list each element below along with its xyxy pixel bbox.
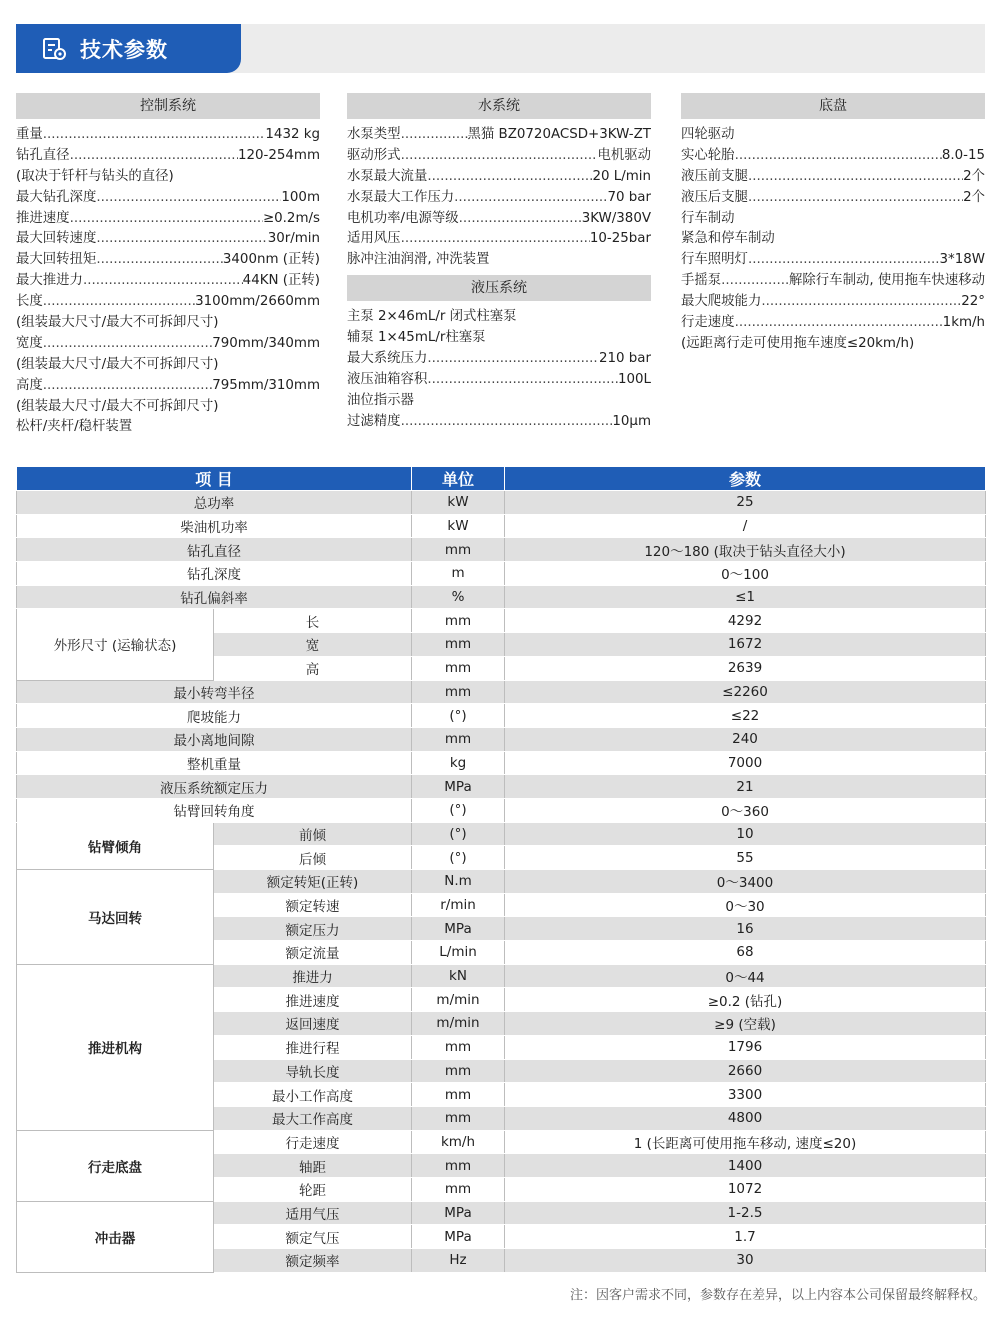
spec-line: (组装最大尺寸/最大不可拆卸尺寸) bbox=[16, 356, 219, 372]
spec-line-label: 最大回转速度 bbox=[16, 231, 97, 247]
spec-line-label: 宽度 bbox=[16, 335, 43, 351]
spec-line-value: 10μm bbox=[612, 413, 651, 429]
spec-line-value: 30r/min bbox=[267, 231, 320, 247]
spec-line-label: 驱动形式 bbox=[347, 147, 401, 163]
cell-unit: kN bbox=[412, 964, 505, 988]
spec-line bbox=[347, 167, 651, 188]
cell-item: 钻臂回转角度 bbox=[17, 798, 412, 822]
cell-unit: (°) bbox=[412, 822, 505, 846]
dot-leader bbox=[748, 188, 963, 209]
group-label: 钻臂倾角 bbox=[17, 822, 214, 869]
cell-item: 行走速度 bbox=[214, 1130, 412, 1154]
cell-unit: MPa bbox=[412, 1225, 505, 1249]
cell-item: 适用气压 bbox=[214, 1201, 412, 1225]
group-label: 行走底盘 bbox=[17, 1130, 214, 1201]
spec-line-value: 电机驱动 bbox=[597, 147, 651, 163]
spec-line bbox=[16, 250, 320, 271]
table-row bbox=[17, 491, 986, 515]
dot-leader bbox=[735, 313, 943, 334]
dot-leader bbox=[96, 250, 223, 271]
spec-line bbox=[347, 188, 651, 209]
cell-unit: (°) bbox=[412, 798, 505, 822]
cell-value: 120～180 (取决于钻头直径大小) bbox=[505, 538, 986, 562]
spec-line-value: 3100mm/2660mm bbox=[195, 294, 320, 310]
cell-value: 0～44 bbox=[505, 964, 986, 988]
cell-value: 3300 bbox=[505, 1083, 986, 1107]
spec-line-value: 1km/h bbox=[942, 315, 985, 331]
cell-item: 高 bbox=[214, 656, 412, 680]
cell-item: 返回速度 bbox=[214, 1012, 412, 1036]
spec-line bbox=[347, 370, 651, 391]
cell-unit: mm bbox=[412, 1059, 505, 1083]
cell-item: 后倾 bbox=[214, 846, 412, 870]
table-row bbox=[17, 1130, 986, 1154]
cell-value: 4292 bbox=[505, 609, 986, 633]
dot-leader bbox=[43, 334, 212, 355]
spec-line-label: 液压前支腿 bbox=[681, 168, 748, 184]
spec-line-label: 重量 bbox=[16, 127, 43, 142]
spec-line bbox=[681, 313, 985, 334]
dot-leader bbox=[401, 146, 598, 167]
spec-line bbox=[16, 125, 320, 146]
spec-line bbox=[681, 271, 985, 292]
spec-line: 松杆/夹杆/稳杆装置 bbox=[16, 419, 133, 435]
cell-item: 推进行程 bbox=[214, 1035, 412, 1059]
spec-line: 紧急和停车制动 bbox=[681, 231, 775, 247]
spec-table bbox=[16, 466, 986, 1273]
spec-line-label: 水泵类型 bbox=[347, 127, 401, 142]
group-label: 马达回转 bbox=[17, 870, 214, 965]
table-row bbox=[17, 751, 986, 775]
dot-leader bbox=[761, 292, 961, 313]
cell-unit: % bbox=[412, 585, 505, 609]
spec-line-value: 黑猫 BZ0720ACSD+3KW-ZT bbox=[467, 127, 651, 142]
cell-item: 推进力 bbox=[214, 964, 412, 988]
dot-leader bbox=[748, 250, 940, 271]
group-label: 冲击器 bbox=[17, 1201, 214, 1272]
table-row bbox=[17, 798, 986, 822]
table-row bbox=[17, 562, 986, 586]
cell-value: 25 bbox=[505, 491, 986, 515]
cell-item: 最小工作高度 bbox=[214, 1083, 412, 1107]
spec-line-label: 最大回转扭矩 bbox=[16, 252, 97, 268]
spec-line: (远距离行走可使用拖车速度≤20km/h) bbox=[681, 335, 915, 351]
dot-leader bbox=[83, 271, 243, 292]
cell-value: 2639 bbox=[505, 656, 986, 680]
spec-line-value: 1432 kg bbox=[265, 127, 320, 142]
spec-line-label: 适用风压 bbox=[347, 231, 401, 247]
spec-line bbox=[347, 349, 651, 370]
table-row bbox=[17, 680, 986, 704]
spec-line bbox=[16, 229, 320, 250]
cell-value: 1072 bbox=[505, 1177, 986, 1201]
cell-unit: mm bbox=[412, 609, 505, 633]
cell-item: 总功率 bbox=[17, 491, 412, 515]
dot-leader bbox=[43, 125, 266, 146]
spec-line-label: 行走速度 bbox=[681, 315, 735, 331]
cell-unit: (°) bbox=[412, 846, 505, 870]
spec-line-label: 液压油箱容积 bbox=[347, 371, 428, 387]
table-row bbox=[17, 585, 986, 609]
group-label: 外形尺寸 (运输状态) bbox=[17, 609, 214, 680]
dot-leader bbox=[748, 167, 963, 188]
spec-line bbox=[347, 125, 651, 146]
spec-line-label: 长度 bbox=[16, 294, 43, 310]
spec-line-value: 20 L/min bbox=[592, 168, 651, 184]
cell-unit: MPa bbox=[412, 917, 505, 941]
table-row bbox=[17, 964, 986, 988]
cell-item: 整机重量 bbox=[17, 751, 412, 775]
spec-line-label: 高度 bbox=[16, 377, 43, 393]
cell-unit: mm bbox=[412, 680, 505, 704]
dot-leader bbox=[70, 209, 263, 230]
spec-line bbox=[16, 292, 320, 313]
cell-item: 额定转矩(正转) bbox=[214, 870, 412, 894]
spec-line-value: ≥0.2m/s bbox=[262, 210, 320, 226]
spec-line-value: 10-25bar bbox=[589, 231, 651, 247]
cell-item: 推进速度 bbox=[214, 988, 412, 1012]
cell-item: 最小离地间隙 bbox=[17, 727, 412, 751]
cell-value: 1400 bbox=[505, 1154, 986, 1178]
spec-line-value: 2个 bbox=[963, 168, 985, 184]
cell-unit: km/h bbox=[412, 1130, 505, 1154]
spec-line-value: 3400nm (正转) bbox=[222, 252, 320, 268]
cell-item: 宽 bbox=[214, 633, 412, 657]
spec-line-value: 2个 bbox=[963, 189, 985, 205]
cell-item: 长 bbox=[214, 609, 412, 633]
spec-line: (组装最大尺寸/最大不可拆卸尺寸) bbox=[16, 398, 219, 414]
cell-item: 前倾 bbox=[214, 822, 412, 846]
section-header bbox=[16, 24, 985, 73]
spec-line bbox=[681, 188, 985, 209]
cell-unit: m/min bbox=[412, 1012, 505, 1036]
table-row bbox=[17, 775, 986, 799]
cell-value: 55 bbox=[505, 846, 986, 870]
cell-unit: mm bbox=[412, 1154, 505, 1178]
cell-value: 0～3400 bbox=[505, 870, 986, 894]
table-row bbox=[17, 609, 986, 633]
spec-line-value: 70 bar bbox=[607, 189, 651, 205]
spec-line bbox=[347, 209, 651, 230]
cell-unit: mm bbox=[412, 1083, 505, 1107]
cell-unit: MPa bbox=[412, 1201, 505, 1225]
spec-line-value: 790mm/340mm bbox=[212, 335, 320, 351]
cell-unit: N.m bbox=[412, 870, 505, 894]
dot-leader bbox=[427, 167, 592, 188]
spec-line bbox=[347, 146, 651, 167]
cell-unit: mm bbox=[412, 538, 505, 562]
spec-line-label: 钻孔直径 bbox=[16, 147, 70, 163]
cell-value: 1796 bbox=[505, 1035, 986, 1059]
dot-leader bbox=[70, 146, 238, 167]
spec-line-value: 3*18W bbox=[939, 252, 985, 268]
cell-value: ≤1 bbox=[505, 585, 986, 609]
dot-leader bbox=[454, 188, 607, 209]
cell-unit: mm bbox=[412, 727, 505, 751]
spec-line-value: 100m bbox=[281, 189, 320, 205]
table-row bbox=[17, 822, 986, 846]
dot-leader bbox=[96, 188, 281, 209]
spec-line-value: 22° bbox=[961, 294, 985, 310]
cell-item: 液压系统额定压力 bbox=[17, 775, 412, 799]
group-label: 推进机构 bbox=[17, 964, 214, 1130]
cell-item: 钻孔偏斜率 bbox=[17, 585, 412, 609]
cell-unit: mm bbox=[412, 633, 505, 657]
table-row bbox=[17, 704, 986, 728]
cell-value: 1.7 bbox=[505, 1225, 986, 1249]
cell-item: 额定频率 bbox=[214, 1249, 412, 1273]
spec-line bbox=[681, 146, 985, 167]
footnote: 注：因客户需求不同，参数存在差异，以上内容本公司保留最终解释权。 bbox=[569, 1288, 986, 1303]
cell-unit: m bbox=[412, 562, 505, 586]
spec-line: 油位指示器 bbox=[347, 392, 414, 408]
cell-unit: L/min bbox=[412, 941, 505, 965]
cell-value: 2660 bbox=[505, 1059, 986, 1083]
cell-unit: mm bbox=[412, 1035, 505, 1059]
spec-line bbox=[16, 188, 320, 209]
table-row bbox=[17, 1201, 986, 1225]
spec-line-label: 水泵最大流量 bbox=[347, 168, 428, 184]
spec-line-label: 电机功率/电源等级 bbox=[347, 210, 459, 226]
spec-line-label: 水泵最大工作压力 bbox=[347, 189, 455, 205]
cell-unit: kW bbox=[412, 491, 505, 515]
cell-item: 最大工作高度 bbox=[214, 1106, 412, 1130]
cell-item: 额定压力 bbox=[214, 917, 412, 941]
cell-value: 10 bbox=[505, 822, 986, 846]
spec-line-value: 100L bbox=[617, 371, 651, 387]
cell-value: 30 bbox=[505, 1249, 986, 1273]
spec-line bbox=[16, 376, 320, 397]
cell-value: 0～360 bbox=[505, 798, 986, 822]
spec-line: (组装最大尺寸/最大不可拆卸尺寸) bbox=[16, 315, 219, 331]
table-row bbox=[17, 538, 986, 562]
control-system-column bbox=[16, 93, 320, 438]
spec-line bbox=[347, 412, 651, 433]
water-system-column bbox=[347, 93, 651, 433]
cell-item: 最小转弯半径 bbox=[17, 680, 412, 704]
spec-line: 辅泵 1×45mL/r柱塞泵 bbox=[347, 330, 486, 346]
control-system-title: 控制系统 bbox=[16, 93, 320, 119]
cell-unit: m/min bbox=[412, 988, 505, 1012]
cell-value: 68 bbox=[505, 941, 986, 965]
spec-line-value: 210 bar bbox=[598, 351, 651, 367]
section-header-tab bbox=[16, 24, 241, 73]
cell-unit: r/min bbox=[412, 893, 505, 917]
cell-unit: MPa bbox=[412, 775, 505, 799]
cell-unit: mm bbox=[412, 1177, 505, 1201]
spec-line-label: 液压后支腿 bbox=[681, 189, 748, 205]
dot-leader bbox=[401, 125, 468, 146]
dot-leader bbox=[43, 376, 212, 397]
hydraulic-system-title: 液压系统 bbox=[347, 275, 651, 301]
cell-value: 7000 bbox=[505, 751, 986, 775]
cell-item: 钻孔直径 bbox=[17, 538, 412, 562]
spec-line bbox=[681, 167, 985, 188]
table-row bbox=[17, 514, 986, 538]
spec-line: (取决于钎杆与钻头的直径) bbox=[16, 168, 174, 184]
spec-line-label: 最大推进力 bbox=[16, 273, 83, 289]
spec-line-value: 44KN (正转) bbox=[242, 273, 320, 289]
spec-line bbox=[16, 334, 320, 355]
spec-line-label: 行车照明灯 bbox=[681, 252, 748, 268]
spec-line: 主泵 2×46mL/r 闭式柱塞泵 bbox=[347, 309, 517, 325]
spec-line bbox=[347, 229, 651, 250]
spec-line bbox=[681, 250, 985, 271]
dot-leader bbox=[427, 349, 599, 370]
cell-unit: mm bbox=[412, 656, 505, 680]
cell-item: 轮距 bbox=[214, 1177, 412, 1201]
spec-line: 行车制动 bbox=[681, 210, 735, 226]
dot-leader bbox=[401, 229, 590, 250]
cell-item: 钻孔深度 bbox=[17, 562, 412, 586]
cell-value: 4800 bbox=[505, 1106, 986, 1130]
spec-document-icon bbox=[40, 35, 68, 63]
chassis-column bbox=[681, 93, 985, 355]
dot-leader bbox=[721, 271, 789, 292]
spec-line-value: 795mm/310mm bbox=[212, 377, 320, 393]
spec-line: 四轮驱动 bbox=[681, 127, 735, 142]
spec-line bbox=[681, 292, 985, 313]
dot-leader bbox=[96, 229, 267, 250]
spec-line-label: 最大钻孔深度 bbox=[16, 189, 97, 205]
page-title: 技术参数 bbox=[80, 37, 168, 62]
spec-line bbox=[16, 271, 320, 292]
cell-item: 额定转速 bbox=[214, 893, 412, 917]
spec-line-label: 最大爬坡能力 bbox=[681, 294, 762, 310]
cell-value: 0～30 bbox=[505, 893, 986, 917]
dot-leader bbox=[43, 292, 195, 313]
spec-line-value: 120-254mm bbox=[237, 147, 320, 163]
spec-line: 脉冲注油润滑, 冲洗装置 bbox=[347, 252, 490, 268]
cell-value: / bbox=[505, 514, 986, 538]
spec-line-label: 最大系统压力 bbox=[347, 351, 428, 367]
cell-value: 16 bbox=[505, 917, 986, 941]
table-row bbox=[17, 727, 986, 751]
cell-item: 柴油机功率 bbox=[17, 514, 412, 538]
spec-line bbox=[16, 209, 320, 230]
cell-unit: kg bbox=[412, 751, 505, 775]
spec-line-value: 解除行车制动, 使用拖车快速移动 bbox=[789, 273, 985, 289]
cell-value: 1672 bbox=[505, 633, 986, 657]
chassis-title: 底盘 bbox=[681, 93, 985, 119]
cell-value: 240 bbox=[505, 727, 986, 751]
cell-value: 0～100 bbox=[505, 562, 986, 586]
cell-item: 轴距 bbox=[214, 1154, 412, 1178]
spec-line-value: 3KW/380V bbox=[581, 210, 651, 226]
cell-unit: (°) bbox=[412, 704, 505, 728]
spec-line-label: 推进速度 bbox=[16, 210, 70, 226]
cell-item: 爬坡能力 bbox=[17, 704, 412, 728]
cell-item: 额定气压 bbox=[214, 1225, 412, 1249]
water-system-title: 水系统 bbox=[347, 93, 651, 119]
cell-value: ≤2260 bbox=[505, 680, 986, 704]
table-row bbox=[17, 870, 986, 894]
cell-unit: Hz bbox=[412, 1249, 505, 1273]
spec-line-label: 实心轮胎 bbox=[681, 147, 735, 163]
dot-leader bbox=[427, 370, 618, 391]
header-item: 项 目 bbox=[17, 467, 412, 491]
cell-value: ≤22 bbox=[505, 704, 986, 728]
dot-leader bbox=[459, 209, 582, 230]
spec-line bbox=[16, 146, 320, 167]
header-value: 参数 bbox=[505, 467, 986, 491]
cell-value: ≥9 (空载) bbox=[505, 1012, 986, 1036]
cell-value: 21 bbox=[505, 775, 986, 799]
spec-table-header bbox=[17, 467, 986, 491]
spec-line-label: 手摇泵 bbox=[681, 273, 722, 289]
dot-leader bbox=[735, 146, 942, 167]
spec-line-label: 过滤精度 bbox=[347, 413, 401, 429]
spec-line-value: 8.0-15 bbox=[941, 147, 985, 163]
cell-value: ≥0.2 (钻孔) bbox=[505, 988, 986, 1012]
header-unit: 单位 bbox=[412, 467, 505, 491]
cell-item: 导轨长度 bbox=[214, 1059, 412, 1083]
cell-value: 1 (长距离可使用拖车移动, 速度≤20) bbox=[505, 1130, 986, 1154]
cell-item: 额定流量 bbox=[214, 941, 412, 965]
cell-unit: kW bbox=[412, 514, 505, 538]
cell-unit: mm bbox=[412, 1106, 505, 1130]
cell-value: 1-2.5 bbox=[505, 1201, 986, 1225]
dot-leader bbox=[401, 412, 613, 433]
